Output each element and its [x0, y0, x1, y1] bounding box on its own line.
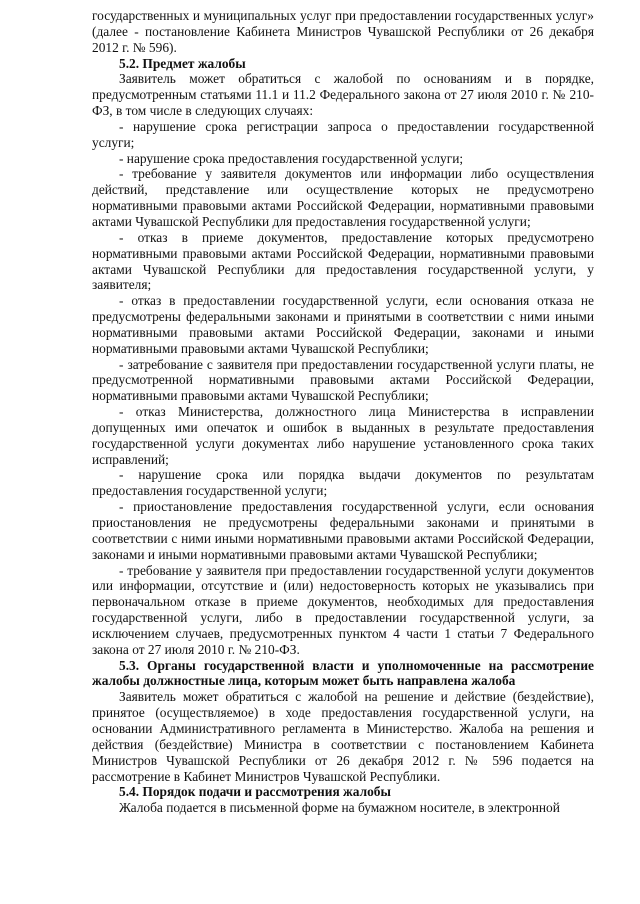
section-5-3-body: Заявитель может обратиться с жалобой на решение и действие (бездействие), принятое (осуществляемое) в ходе предоставления государственной услуги, на основании Административного регламента в Министерство. Жалоба на решения и действия (бездействие) Министра в соответствии с постановлением Кабинета Министров Чувашской Республики от 26 декабря 2012 г. № 596 подается на рассмотрение в Кабинет Министров Чувашской Республики.	[92, 689, 594, 784]
list-item: - затребование с заявителя при предоставлении государственной услуги платы, не предусмотренной нормативными правовыми актами Российской Федерации, нормативными правовыми актами Чувашской Республики;	[92, 356, 594, 404]
intro-continuation: государственных и муниципальных услуг при предоставлении государственных услуг» (далее - постановление Кабинета Министров Чувашской Республики от 26 декабря 2012 г. № 596).	[92, 8, 594, 55]
section-5-2-heading: 5.2. Предмет жалобы	[119, 55, 246, 71]
list-item: - отказ Министерства, должностного лица Министерства в исправлении допущенных ими опечаток и ошибок в выданных в результате предоставления государственной услуги документах либо нарушение установленного срока таких исправлений;	[92, 404, 594, 467]
list-item: - требование у заявителя документов или информации либо осуществления действий, представление или осуществление которых не предусмотрено нормативными правовыми актами Российской Федерации, нормативными правовыми актами Чувашской Республики для предоставления государственной услуги;	[92, 166, 594, 229]
section-5-3-heading: 5.3. Органы государственной власти и уполномоченные на рассмотрение жалобы должностные лица, которым может быть направлена жалоба	[92, 657, 594, 689]
list-item: - нарушение срока регистрации запроса о предоставлении государственной услуги;	[92, 118, 594, 150]
list-item: - нарушение срока предоставления государственной услуги;	[119, 150, 464, 166]
section-5-2-intro: Заявитель может обратиться с жалобой по основаниям и в порядке, предусмотренным статьями 11.1 и 11.2 Федерального закона от 27 июля 2010 г. № 210-ФЗ, в том числе в следующих случаях:	[92, 71, 594, 119]
list-item: - отказ в приеме документов, предоставление которых предусмотрено нормативными правовыми актами Российской Федерации, нормативными правовыми актами Чувашской Республики для предоставления государственной услуги, у заявителя;	[92, 229, 594, 293]
section-5-4-heading: 5.4. Порядок подачи и рассмотрения жалобы	[119, 784, 391, 800]
list-item: - отказ в предоставлении государственной услуги, если основания отказа не предусмотрены федеральными законами и принятыми в соответствии с ними иными нормативными правовыми актами Российской Федерации, законами и иными нормативными правовыми актами Чувашской Республики;	[92, 293, 594, 356]
list-item: - нарушение срока или порядка выдачи документов по результатам предоставления государственной услуги;	[92, 467, 594, 499]
list-item: - требование у заявителя при предоставлении государственной услуги документов или информации, отсутствие и (или) недостоверность которых не указывались при первоначальном отказе в приеме документов, необходимых для предоставления государственной услуги, либо в предоставлении государственной услуги, за исключением случаев, предусмотренных пунктом 4 части 1 статьи 7 Федерального закона от 27 июля 2010 г. № 210-ФЗ.	[92, 562, 594, 657]
section-5-4-body: Жалоба подается в письменной форме на бумажном носителе, в электронной	[119, 800, 560, 816]
list-item: - приостановление предоставления государственной услуги, если основания приостановления не предусмотрены федеральными законами и принятыми в соответствии с ними иными нормативными правовыми актами Российской Федерации, законами и иными нормативными правовыми актами Чувашской Республики;	[92, 499, 594, 562]
document-text	[92, 8, 594, 816]
